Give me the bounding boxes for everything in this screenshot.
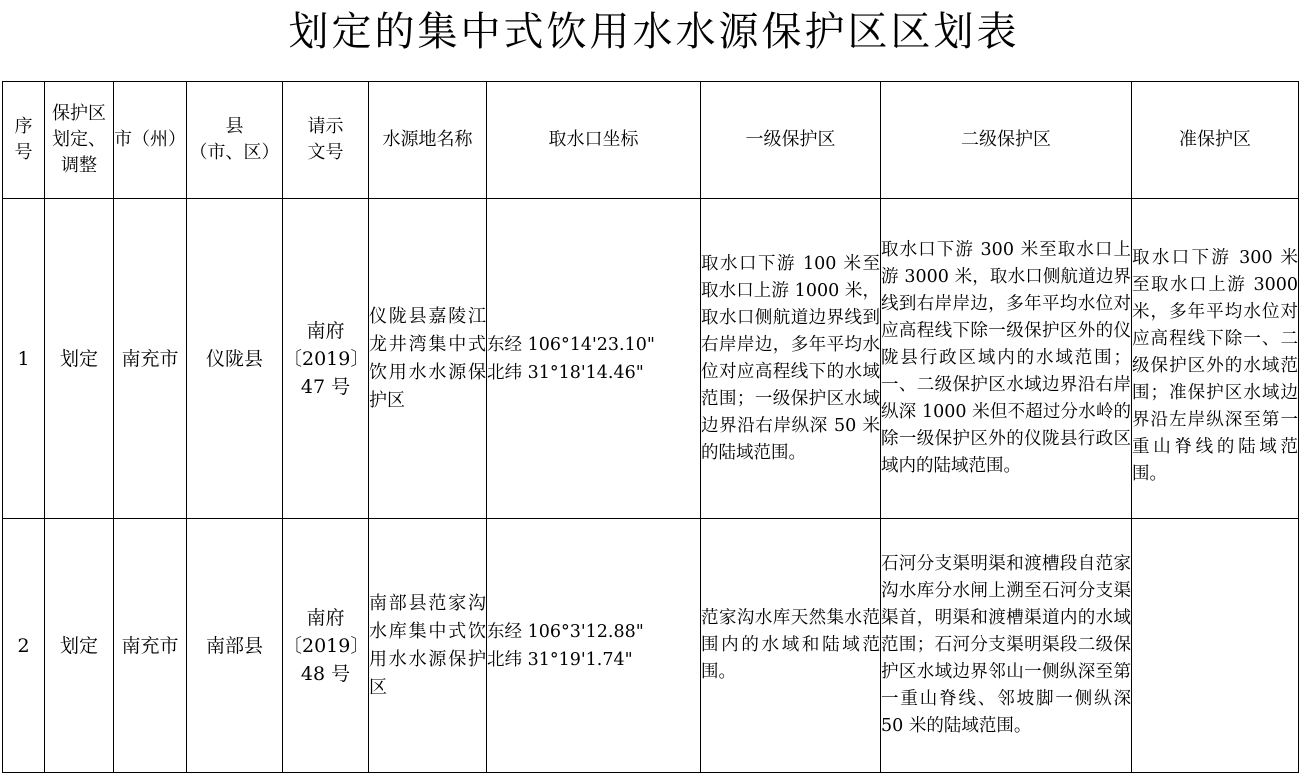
doc-line2: 〔2019〕: [283, 634, 370, 657]
header-source: 水源地名称: [369, 82, 487, 199]
header-level1: 一级保护区: [701, 82, 881, 199]
coord-north: 北纬 31°19'1.74": [487, 649, 633, 670]
table-header-row: [3, 82, 1299, 199]
header-doc-line1: 请示: [307, 116, 344, 137]
cell-type: 划定: [45, 199, 114, 519]
table-row: [3, 199, 1299, 519]
cell-doc: [283, 199, 369, 519]
header-county-line2: （市、区）: [189, 142, 280, 163]
header-city: 市（州）: [114, 82, 187, 199]
doc-line1: 南府: [306, 319, 345, 342]
cell-coord: [487, 519, 701, 773]
header-county: [187, 82, 283, 199]
cell-city: 南充市: [114, 199, 187, 519]
header-quasi: 准保护区: [1132, 82, 1299, 199]
header-coord: 取水口坐标: [487, 82, 701, 199]
doc-line1: 南府: [306, 606, 345, 629]
doc-line2: 〔2019〕: [283, 347, 370, 370]
cell-doc: [283, 519, 369, 773]
protection-zone-table: [2, 81, 1299, 773]
cell-county: 南部县: [187, 519, 283, 773]
coord-east: 东经 106°14'23.10": [487, 334, 655, 355]
cell-quasi: [1132, 519, 1299, 773]
cell-source: 南部县范家沟水库集中式饮用水水源保护区: [369, 519, 487, 773]
cell-city: 南充市: [114, 519, 187, 773]
page-title: 划定的集中式饮用水水源保护区区划表: [288, 9, 1020, 55]
coord-east: 东经 106°3'12.88": [487, 621, 644, 642]
cell-seq: 2: [3, 519, 45, 773]
cell-coord: [487, 199, 701, 519]
cell-county: 仪陇县: [187, 199, 283, 519]
doc-line3: 48 号: [300, 662, 351, 685]
header-level2: 二级保护区: [881, 82, 1132, 199]
cell-quasi: 取水口下游 300 米至取水口上游 3000 米，多年平均水位对应高程线下除一、二级保护区外的水域范围；准保护区水域边界沿左岸纵深至第一重山脊线的陆域范围。: [1132, 199, 1299, 519]
coord-north: 北纬 31°18'14.46": [487, 362, 644, 383]
header-seq: 序号: [3, 82, 45, 199]
cell-level1: 范家沟水库天然集水范围内的水域和陆域范围。: [701, 519, 881, 773]
cell-level2: 取水口下游 300 米至取水口上游 3000 米，取水口侧航道边界线到右岸岸边，多年平均水位对应高程线下除一级保护区外的仪陇县行政区域内的水域范围；一、二级保护区水域边界沿右岸纵深 1000 米但不超过分水岭的除一级保护区外的仪陇县行政区域内的陆域范围。: [881, 199, 1132, 519]
cell-level2: 石河分支渠明渠和渡槽段自范家沟水库分水闸上溯至石河分支渠渠首，明渠和渡槽渠道内的水域范围；石河分支渠明渠段二级保护区水域边界邻山一侧纵深至第一重山脊线、邻坡脚一侧纵深 50 米的陆域范围。: [881, 519, 1132, 773]
header-doc: [283, 82, 369, 199]
header-county-line1: 县: [225, 116, 244, 137]
header-type: 保护区划定、调整: [45, 82, 114, 199]
header-doc-line2: 文号: [307, 142, 344, 163]
cell-seq: 1: [3, 199, 45, 519]
cell-level1: 取水口下游 100 米至取水口上游 1000 米，取水口侧航道边界线到右岸岸边，多年平均水位对应高程线下的水域范围；一级保护区水域边界沿右岸纵深 50 米的陆域范围。: [701, 199, 881, 519]
cell-type: 划定: [45, 519, 114, 773]
table-row: [3, 519, 1299, 773]
cell-source: 仪陇县嘉陵江龙井湾集中式饮用水水源保护区: [369, 199, 487, 519]
doc-line3: 47 号: [300, 375, 351, 398]
